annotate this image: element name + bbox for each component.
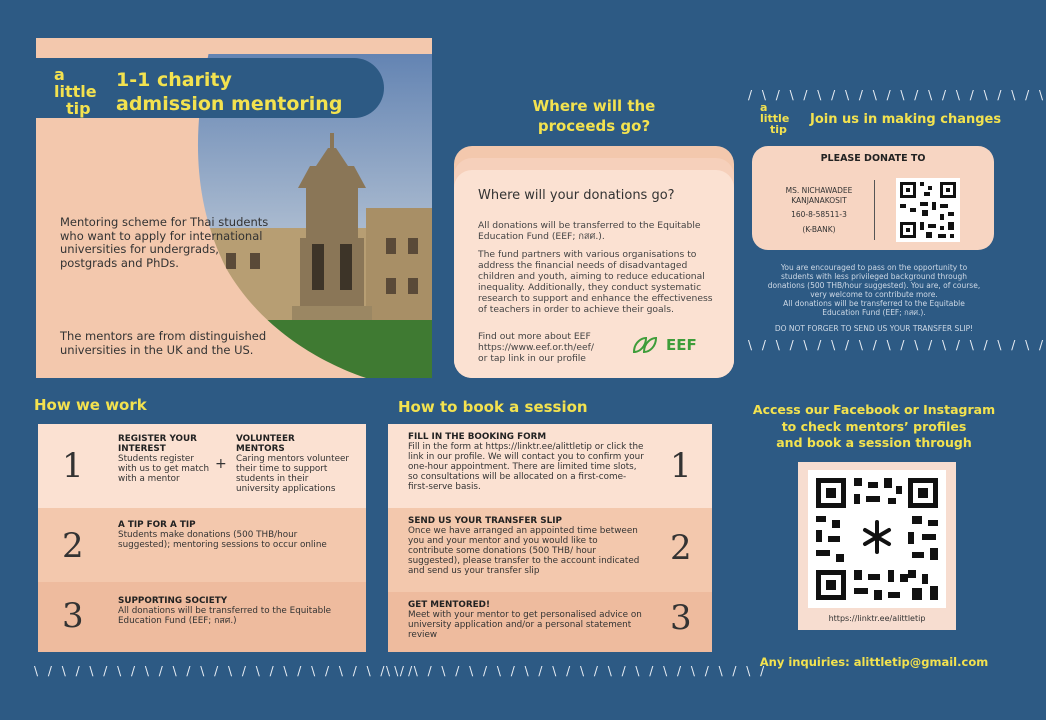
eef-text-line: or tap link in our profile	[478, 353, 586, 364]
access-heading	[740, 402, 1008, 452]
logo-text: tip	[66, 99, 91, 118]
step-number: 3	[62, 596, 84, 636]
donation-note: You are encouraged to pass on the opportunity to students with less privileged background through donations (500 THB/hour suggested). You are, of course, very welcome to contribute more.	[767, 263, 981, 299]
step-title: INTEREST	[118, 444, 166, 454]
eef-text-line: Find out more about EEF	[478, 331, 591, 342]
bank-name: (K-BANK)	[802, 224, 836, 234]
zigzag-divider: \ / \ / \ / \ / \ / \ / \ / \ / \ / \ / \ /	[748, 338, 1046, 352]
step-row	[38, 582, 366, 652]
account-details	[764, 186, 874, 234]
step-title: VOLUNTEER	[236, 434, 295, 444]
hero-panel	[36, 38, 432, 378]
hero-title-line: admission mentoring	[116, 93, 343, 115]
step-number: 2	[670, 528, 692, 568]
account-name: KANJANAKOSIT	[791, 195, 847, 205]
eef-leaf-icon	[632, 336, 660, 356]
access-heading-line: Access our Facebook or Instagram	[752, 402, 996, 417]
step-volunteer	[236, 434, 354, 494]
step-row	[38, 424, 366, 508]
step-row	[388, 592, 712, 652]
fund-description: The fund partners with various organisations to address the financial needs of disadvantaged children and youth, aiming to reduce educational inequality. Additionally, they conduct systematic research to support and enhance the effectiveness of teachers in order to achieve their goals.	[478, 249, 713, 315]
brand-logo	[54, 66, 97, 117]
step-row	[38, 508, 366, 582]
account-name: MS. NICHAWADEE	[785, 186, 853, 195]
zigzag-divider: \ / \ / \ / \ / \ / \ / \ / \ / \ / \ / \ / \ / \ / \ /	[386, 664, 768, 678]
plus-icon: +	[215, 456, 227, 472]
step-tip	[118, 520, 350, 550]
hero-title-line: 1-1 charity	[116, 69, 232, 91]
eef-logo-text: EEF	[666, 336, 697, 354]
step-register	[118, 434, 210, 484]
linktree-qr-card[interactable]	[798, 462, 956, 630]
step-text: Once we have arranged an appointed time between you and your mentor and you would like to contribute some donations (500 THB/ hour suggested), please transfer to the account indicated and send us your transfer slip	[408, 526, 640, 576]
donations-text: All donations will be transferred to the Equitable Education Fund (EEF; กสศ.).	[478, 220, 701, 242]
logo-text: little	[54, 82, 97, 101]
step-number: 1	[670, 446, 692, 486]
donate-title: PLEASE DONATE TO	[820, 153, 926, 164]
step-supporting	[118, 596, 350, 626]
account-number: 160-8-58511-3	[791, 210, 847, 219]
qr-icon	[896, 178, 960, 242]
how-we-work-panel	[38, 424, 366, 652]
donate-box	[752, 146, 994, 250]
brand-logo-small	[760, 102, 789, 135]
step-title: A TIP FOR A TIP	[118, 520, 196, 530]
step-title: FILL IN THE BOOKING FORM	[408, 432, 547, 442]
step-text: Fill in the form at https://linktr.ee/alittletip or click the link in our profile. We will contact you to confirm your one-hour appointment. There are limited time slots, so consultations will be allocated on a first-come-first-serve basis.	[408, 442, 644, 492]
step-text: Caring mentors volunteer their time to support students in their university applications	[236, 454, 350, 494]
join-heading: Join us in making changes	[810, 112, 1002, 127]
step-number: 1	[62, 446, 84, 486]
proceeds-heading-line: proceeds go?	[537, 117, 651, 135]
logo-text: little	[760, 112, 790, 125]
transfer-slip-reminder: DO NOT FORGER TO SEND US YOUR TRANSFER SLIP!	[774, 324, 974, 333]
proceeds-heading	[454, 96, 734, 136]
step-number: 2	[62, 526, 84, 566]
donation-transfer-note: All donations will be transferred to the Equitable Education Fund (EEF; กสศ.).	[783, 299, 965, 317]
how-to-book-heading: How to book a session	[398, 398, 588, 416]
divider	[874, 180, 875, 240]
qr-icon	[808, 470, 946, 608]
step-text: All donations will be transferred to the Equitable Education Fund (EEF; กสศ.)	[118, 606, 332, 626]
logo-text: a	[760, 101, 768, 114]
step-title: MENTORS	[236, 444, 285, 454]
step-row	[388, 508, 712, 592]
step-booking-form	[408, 432, 644, 492]
payment-qr-code[interactable]	[896, 178, 960, 242]
step-title: SUPPORTING SOCIETY	[118, 596, 228, 606]
step-number: 3	[670, 598, 692, 638]
linktree-url[interactable]: https://linktr.ee/alittletip	[828, 614, 926, 623]
step-row	[388, 424, 712, 508]
logo-text: tip	[770, 123, 787, 136]
step-text: Students make donations (500 THB/hour suggested); mentoring sessions to occur online	[118, 530, 327, 550]
proceeds-heading-line: Where will the	[532, 97, 656, 115]
step-title: SEND US YOUR TRANSFER SLIP	[408, 516, 562, 526]
step-text: Meet with your mentor to get personalised advice on university application and/or a personal statement review	[408, 610, 642, 640]
hero-mentors-text: The mentors are from distinguished universities in the UK and the US.	[60, 329, 267, 357]
hero-description: Mentoring scheme for Thai students who want to apply for international universities for undergrads, postgrads and PhDs.	[60, 215, 269, 270]
logo-text: a	[54, 65, 65, 84]
how-we-work-heading: How we work	[34, 396, 147, 414]
donations-card	[454, 170, 734, 378]
step-title: GET MENTORED!	[408, 600, 490, 610]
inquiries-email[interactable]: Any inquiries: alittletip@gmail.com	[759, 655, 989, 669]
step-title: REGISTER YOUR	[118, 434, 197, 444]
eef-link-text	[478, 331, 628, 364]
zigzag-divider: \ / \ / \ / \ / \ / \ / \ / \ / \ / \ / \ / \ / \ / \ /	[34, 664, 416, 678]
zigzag-divider: / \ / \ / \ / \ / \ / \ / \ / \ / \ / \ / \	[748, 88, 1046, 102]
hero-title	[116, 68, 342, 116]
access-heading-line: and book a session through	[776, 435, 972, 450]
booking-panel	[388, 424, 712, 652]
donations-card-title: Where will your donations go?	[478, 188, 675, 203]
step-get-mentored	[408, 600, 644, 640]
step-text: Students register with us to get match with a mentor	[118, 454, 210, 484]
step-transfer-slip	[408, 516, 644, 576]
eef-url[interactable]: https://www.eef.or.th/eef/	[478, 342, 594, 353]
access-heading-line: to check mentors’ profiles	[781, 418, 967, 434]
